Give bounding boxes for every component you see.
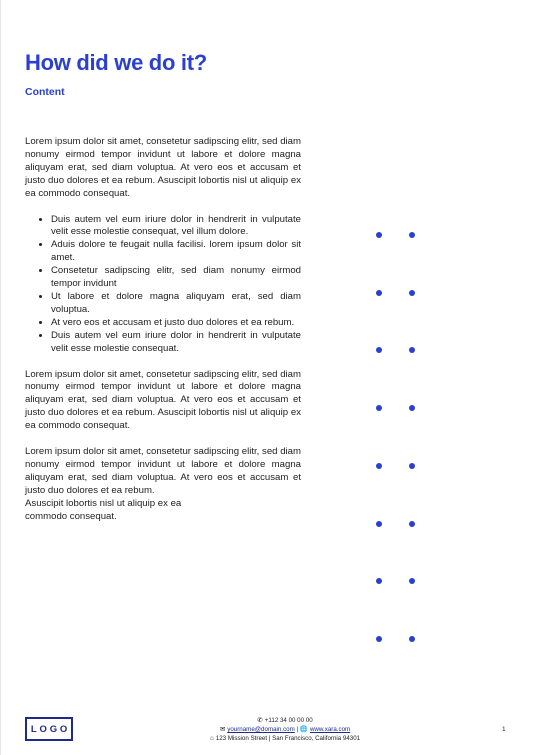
decorative-dot	[409, 290, 415, 296]
decorative-dot	[409, 636, 415, 642]
bullet-item: • Duis autem vel eum iriure dolor in hendrerit in vulputate velit esse molestie consequat, vel illum dolore.	[51, 214, 301, 240]
decorative-dot	[409, 347, 415, 353]
footer-address-line	[160, 734, 410, 743]
globe-icon: 🌐	[299, 726, 308, 733]
paragraph-second: Lorem ipsum dolor sit amet, consetetur sadipscing elitr, sed diam nonumy eirmod tempor invidunt ut labore et dolore magna aliquyam erat, sed diam voluptua. At vero eos et accusam et justo duo dolores et ea rebum. Asuscipit lobortis nisl ut aliquip ex ea commodo consequat.	[25, 368, 301, 432]
footer-website-link[interactable]: www.xara.com	[309, 726, 351, 733]
page-subtitle: Content	[25, 86, 65, 98]
decorative-dot	[376, 405, 382, 411]
bullet-list	[25, 214, 301, 356]
decorative-dot	[409, 463, 415, 469]
footer-web-line	[160, 725, 410, 734]
paragraph-third-tail: commodo consequat.	[25, 510, 117, 522]
footer-address: 123 Mission Street | San Francisco, California 94301	[215, 735, 361, 742]
decorative-dot	[409, 405, 415, 411]
page-title: How did we do it?	[25, 50, 207, 75]
decorative-dot	[376, 521, 382, 527]
paragraph-third-tail: Asuscipit lobortis nisl ut aliquip ex ea	[25, 497, 182, 509]
footer-phone-line	[160, 716, 410, 725]
decorative-dot	[376, 232, 382, 238]
body-column	[25, 136, 301, 523]
bullet-item: • Consetetur sadipscing elitr, sed diam nonumy eirmod tempor invidunt	[51, 265, 301, 291]
footer-contact	[160, 716, 410, 743]
bullet-item: • At vero eos et accusam et justo duo dolores et ea rebum.	[51, 317, 301, 330]
page-number: 1	[502, 726, 506, 733]
page-edge-line	[0, 0, 1, 755]
paragraph-third: Lorem ipsum dolor sit amet, consetetur sadipscing elitr, sed diam nonumy eirmod tempor invidunt ut labore et dolore magna aliquyam erat, sed diam voluptua. At vero eos et accusam et justo duo dolores et ea rebum.	[25, 446, 301, 496]
bullet-item: • Aduis dolore te feugait nulla facilisi. lorem ipsum dolor sit amet.	[51, 239, 301, 265]
decorative-dot	[409, 578, 415, 584]
footer-email-link[interactable]: yourname@domain.com	[227, 726, 295, 733]
decorative-dot	[376, 636, 382, 642]
footer-phone: +112 34 00 00 00	[264, 717, 313, 724]
phone-icon: ✆	[257, 717, 263, 724]
decorative-dot	[376, 578, 382, 584]
envelope-icon: ✉	[219, 726, 226, 733]
decorative-dot	[376, 290, 382, 296]
decorative-dot	[376, 463, 382, 469]
decorative-dot	[409, 232, 415, 238]
paragraph-intro: Lorem ipsum dolor sit amet, consetetur sadipscing elitr, sed diam nonumy eirmod tempor invidunt ut labore et dolore magna aliquyam erat, sed diam voluptua. At vero eos et accusam et justo duo dolores et ea rebum. Asuscipit lobortis nisl ut aliquip ex ea commodo consequat.	[25, 136, 301, 199]
decorative-dot	[409, 521, 415, 527]
bullet-item: • Ut labore et dolore magna aliquyam erat, sed diam voluptua.	[51, 291, 301, 317]
decorative-dot	[376, 347, 382, 353]
footer-separator: |	[296, 726, 299, 733]
logo: LOGO	[25, 717, 73, 741]
home-icon: ⌂	[209, 735, 214, 742]
bullet-item: • Duis autem vel eum iriure dolor in hendrerit in vulputate velit esse molestie consequat.	[51, 330, 301, 356]
